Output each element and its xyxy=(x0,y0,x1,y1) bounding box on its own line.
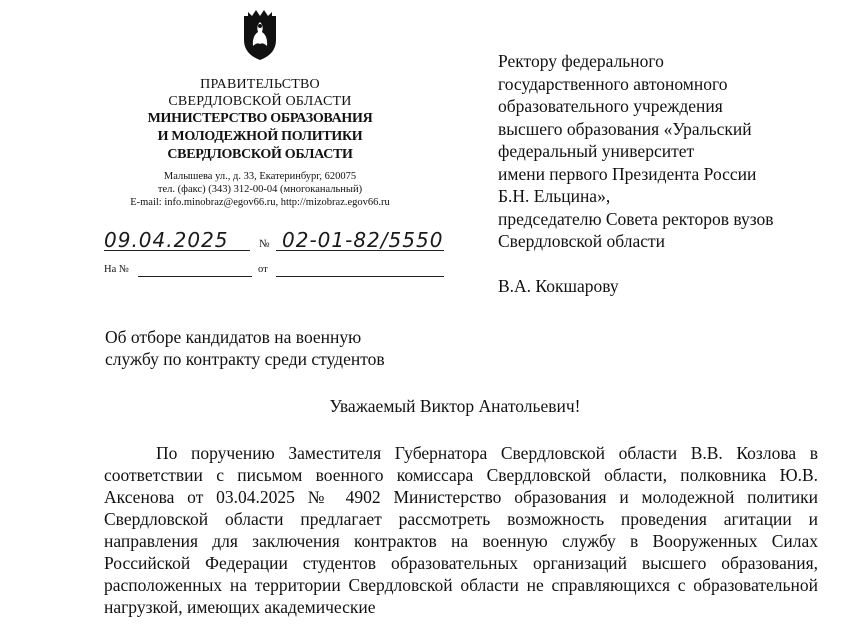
number-underline xyxy=(276,250,444,251)
ref-number-underline xyxy=(138,276,252,277)
registration-date: 09.04.2025 xyxy=(104,228,229,252)
addressee-line: имени первого Президента России xyxy=(498,163,757,184)
addressee-line: Свердловской области xyxy=(498,231,666,251)
letter-body xyxy=(104,442,818,618)
government-title: ПРАВИТЕЛЬСТВО xyxy=(200,77,320,92)
coat-of-arms-icon xyxy=(238,6,282,62)
subject-line: Об отборе кандидатов на военную xyxy=(105,327,362,347)
ministry-title-line1: МИНИСТЕРСТВО ОБРАЗОВАНИЯ xyxy=(147,111,373,126)
ref-date-underline xyxy=(276,276,444,277)
region-title: СВЕРДЛОВСКОЙ ОБЛАСТИ xyxy=(168,94,352,109)
addressee-line: Ректору федерального xyxy=(498,51,664,71)
number-label: № xyxy=(259,238,270,250)
issuer-phone: тел. (факс) (343) 312-00-04 (многоканальный) xyxy=(157,184,363,195)
body-paragraph: По поручению Заместителя Губернатора Свердловской области В.В. Козлова в соответствии с письмом военного комиссара Свердловской области, полковника Ю.В. Аксенова от 03.04.2025 № 4902 Министерство образования и молодежной политики Свердловской области предлагает рассмотреть возможность проведения агитации и направления для заключения контрактов на военную службу в Вооруженных Силах Российской Федерации студентов образовательных организаций высшего образования, расположенных на территории Свердловской области не справляющихся с образовательной нагрузкой, имеющих академические xyxy=(104,443,818,617)
addressee-line: председателю Совета ректоров вузов xyxy=(498,208,774,229)
addressee-line: высшего образования «Уральский xyxy=(498,118,752,139)
reference-line xyxy=(104,262,444,280)
salutation: Уважаемый Виктор Анатольевич! xyxy=(329,396,581,416)
date-underline xyxy=(104,250,250,251)
ref-number-label: На № xyxy=(104,264,129,275)
registration-line xyxy=(104,228,444,254)
ref-from-label: от xyxy=(258,264,268,275)
issuer-block xyxy=(92,76,428,209)
addressee-line: Б.Н. Ельцина», xyxy=(498,186,611,206)
letter-subject xyxy=(105,326,465,370)
subject-line: службу по контракту среди студентов xyxy=(105,349,385,369)
addressee-block xyxy=(498,50,838,297)
addressee-line: федеральный университет xyxy=(498,141,695,161)
addressee-line: государственного автономного xyxy=(498,73,728,94)
registration-number: 02-01-82/5550 xyxy=(282,228,444,252)
ministry-title-line3: СВЕРДЛОВСКОЙ ОБЛАСТИ xyxy=(167,147,353,162)
addressee-line: образовательного учреждения xyxy=(498,96,723,116)
ministry-title-line2: И МОЛОДЕЖНОЙ ПОЛИТИКИ xyxy=(157,129,363,144)
issuer-address: Малышева ул., д. 33, Екатеринбург, 620075 xyxy=(163,171,357,182)
issuer-email: E-mail: info.minobraz@egov66.ru, http://mizobraz.egov66.ru xyxy=(130,197,390,208)
addressee-name: В.А. Кокшарову xyxy=(498,275,619,296)
